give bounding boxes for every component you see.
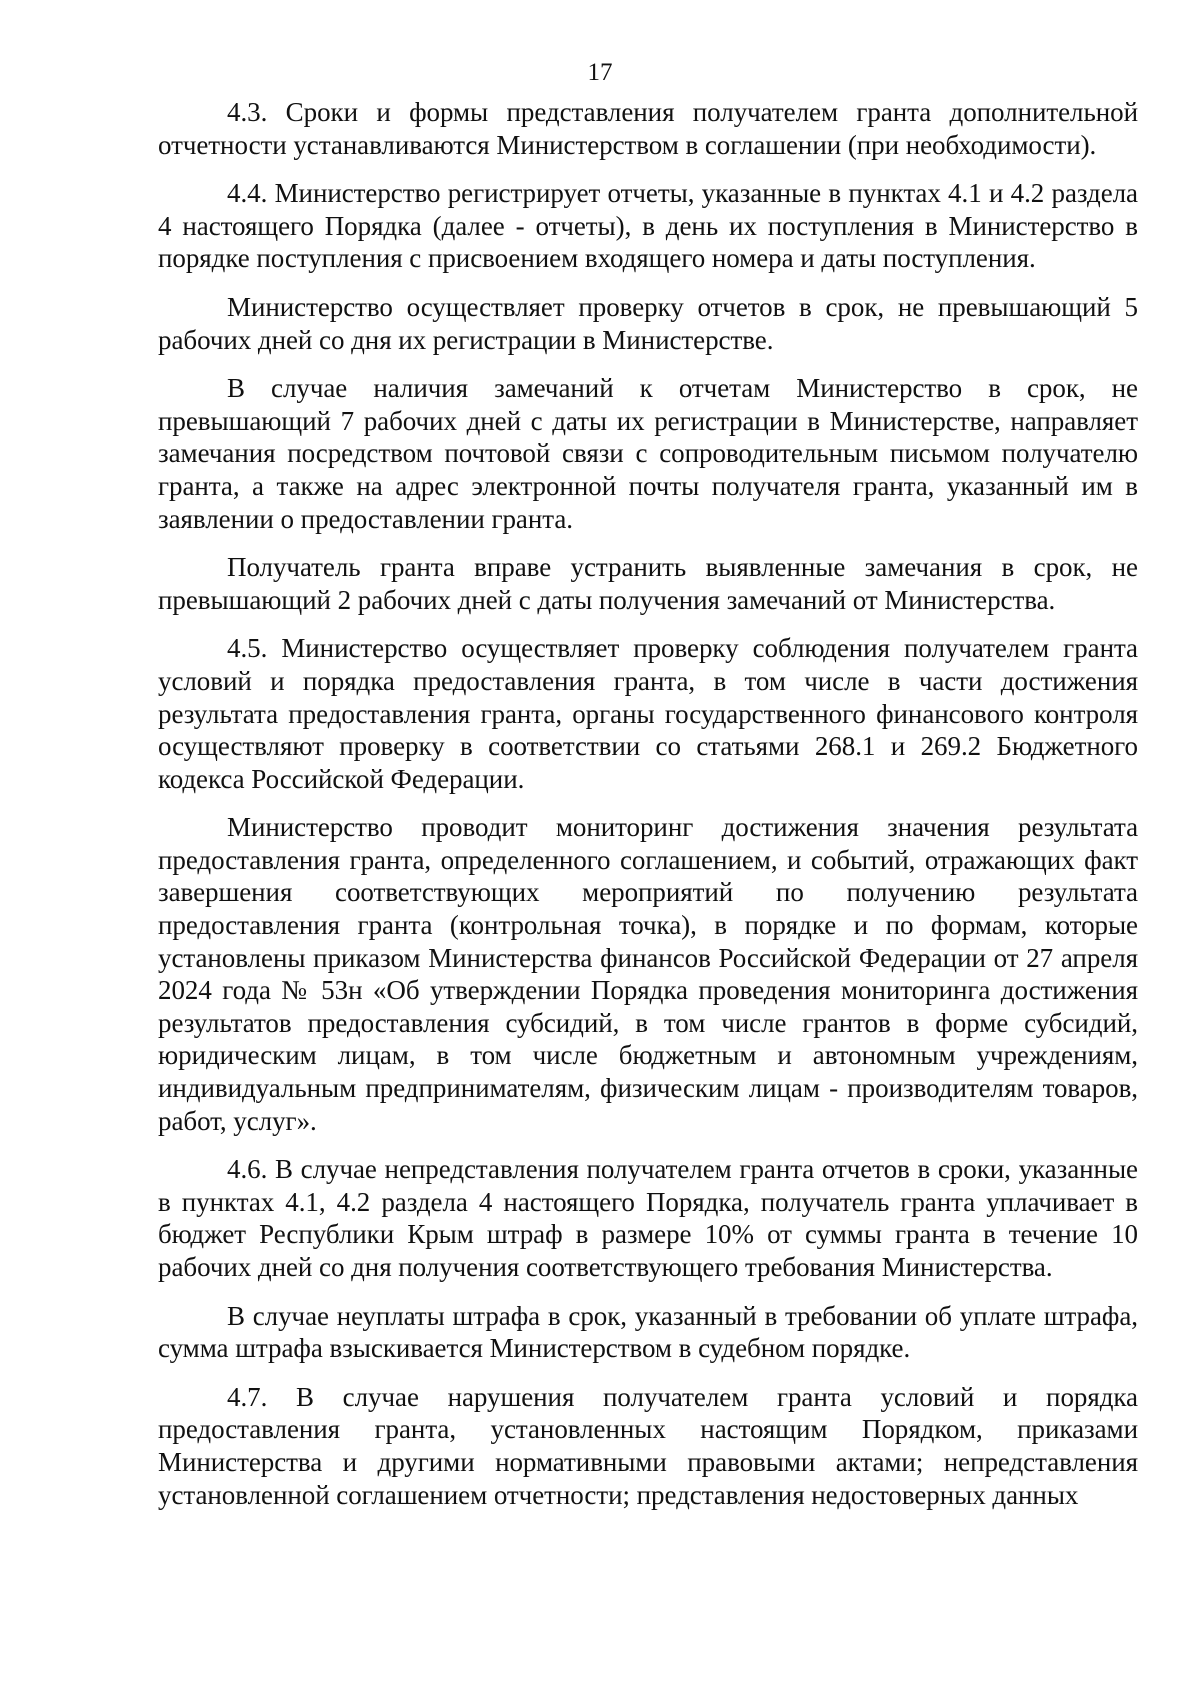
paragraph-remarks-correction: Получатель гранта вправе устранить выявленные замечания в срок, не превышающий 2 рабочих дней с даты получения замечаний от Министерства. [158, 552, 1138, 615]
paragraph-4-7: 4.7. В случае нарушения получателем гранта условий и порядка предоставления гранта, установленных настоящим Порядком, приказами Министерства и другими нормативными правовыми актами; непредставления установленной соглашением отчетности; представления недостоверных данных [158, 1381, 1138, 1510]
page-number: 17 [587, 59, 613, 86]
paragraph-report-check: Министерство осуществляет проверку отчетов в срок, не превышающий 5 рабочих дней со дня их регистрации в Министерстве. [158, 291, 1138, 355]
document-body [158, 96, 1138, 1525]
paragraph-4-6: 4.6. В случае непредставления получателем гранта отчетов в сроки, указанные в пунктах 4.1, 4.2 раздела 4 настоящего Порядка, получатель гранта уплачивает в бюджет Республики Крым штраф в размере 10% от суммы гранта в течение 10 рабочих дней со дня получения соответствующего требования Министерства. [158, 1154, 1138, 1282]
paragraph-fine-recovery: В случае неуплаты штрафа в срок, указанный в требовании об уплате штрафа, сумма штрафа взыскивается Министерством в судебном порядке. [158, 1300, 1138, 1364]
paragraph-monitoring: Министерство проводит мониторинг достижения значения результата предоставления гранта, определенного соглашением, и событий, отражающих факт завершения соответствующих мероприятий по получению результата предоставления гранта (контрольная точка), в порядке и по формам, которые установлены приказом Министерства финансов Российской Федерации от 27 апреля 2024 года № 53н «Об утверждении Порядка проведения мониторинга достижения результатов предоставления субсидий, в том числе грантов в форме субсидий, юридическим лицам, в том числе бюджетным и автономным учреждениям, индивидуальным предпринимателям, физическим лицам - производителям товаров, работ, услуг». [158, 812, 1138, 1136]
paragraph-4-5: 4.5. Министерство осуществляет проверку соблюдения получателем гранта условий и порядка предоставления гранта, в том числе в части достижения результата предоставления гранта, органы государственного финансового контроля осуществляют проверку в соответствии со статьями 268.1 и 269.2 Бюджетного кодекса Российской Федерации. [158, 633, 1138, 794]
paragraph-remarks: В случае наличия замечаний к отчетам Министерство в срок, не превышающий 7 рабочих дней с даты их регистрации в Министерстве, направляет замечания посредством почтовой связи с сопроводительным письмом получателю гранта, а также на адрес электронной почты получателя гранта, указанный им в заявлении о предоставлении гранта. [158, 373, 1138, 534]
paragraph-4-3: 4.3. Сроки и формы представления получателем гранта дополнительной отчетности устанавливаются Министерством в соглашении (при необходимости). [158, 97, 1138, 160]
paragraph-4-4: 4.4. Министерство регистрирует отчеты, указанные в пунктах 4.1 и 4.2 раздела 4 настоящего Порядка (далее - отчеты), в день их поступления в Министерство в порядке поступления с присвоением входящего номера и даты поступления. [158, 178, 1138, 274]
